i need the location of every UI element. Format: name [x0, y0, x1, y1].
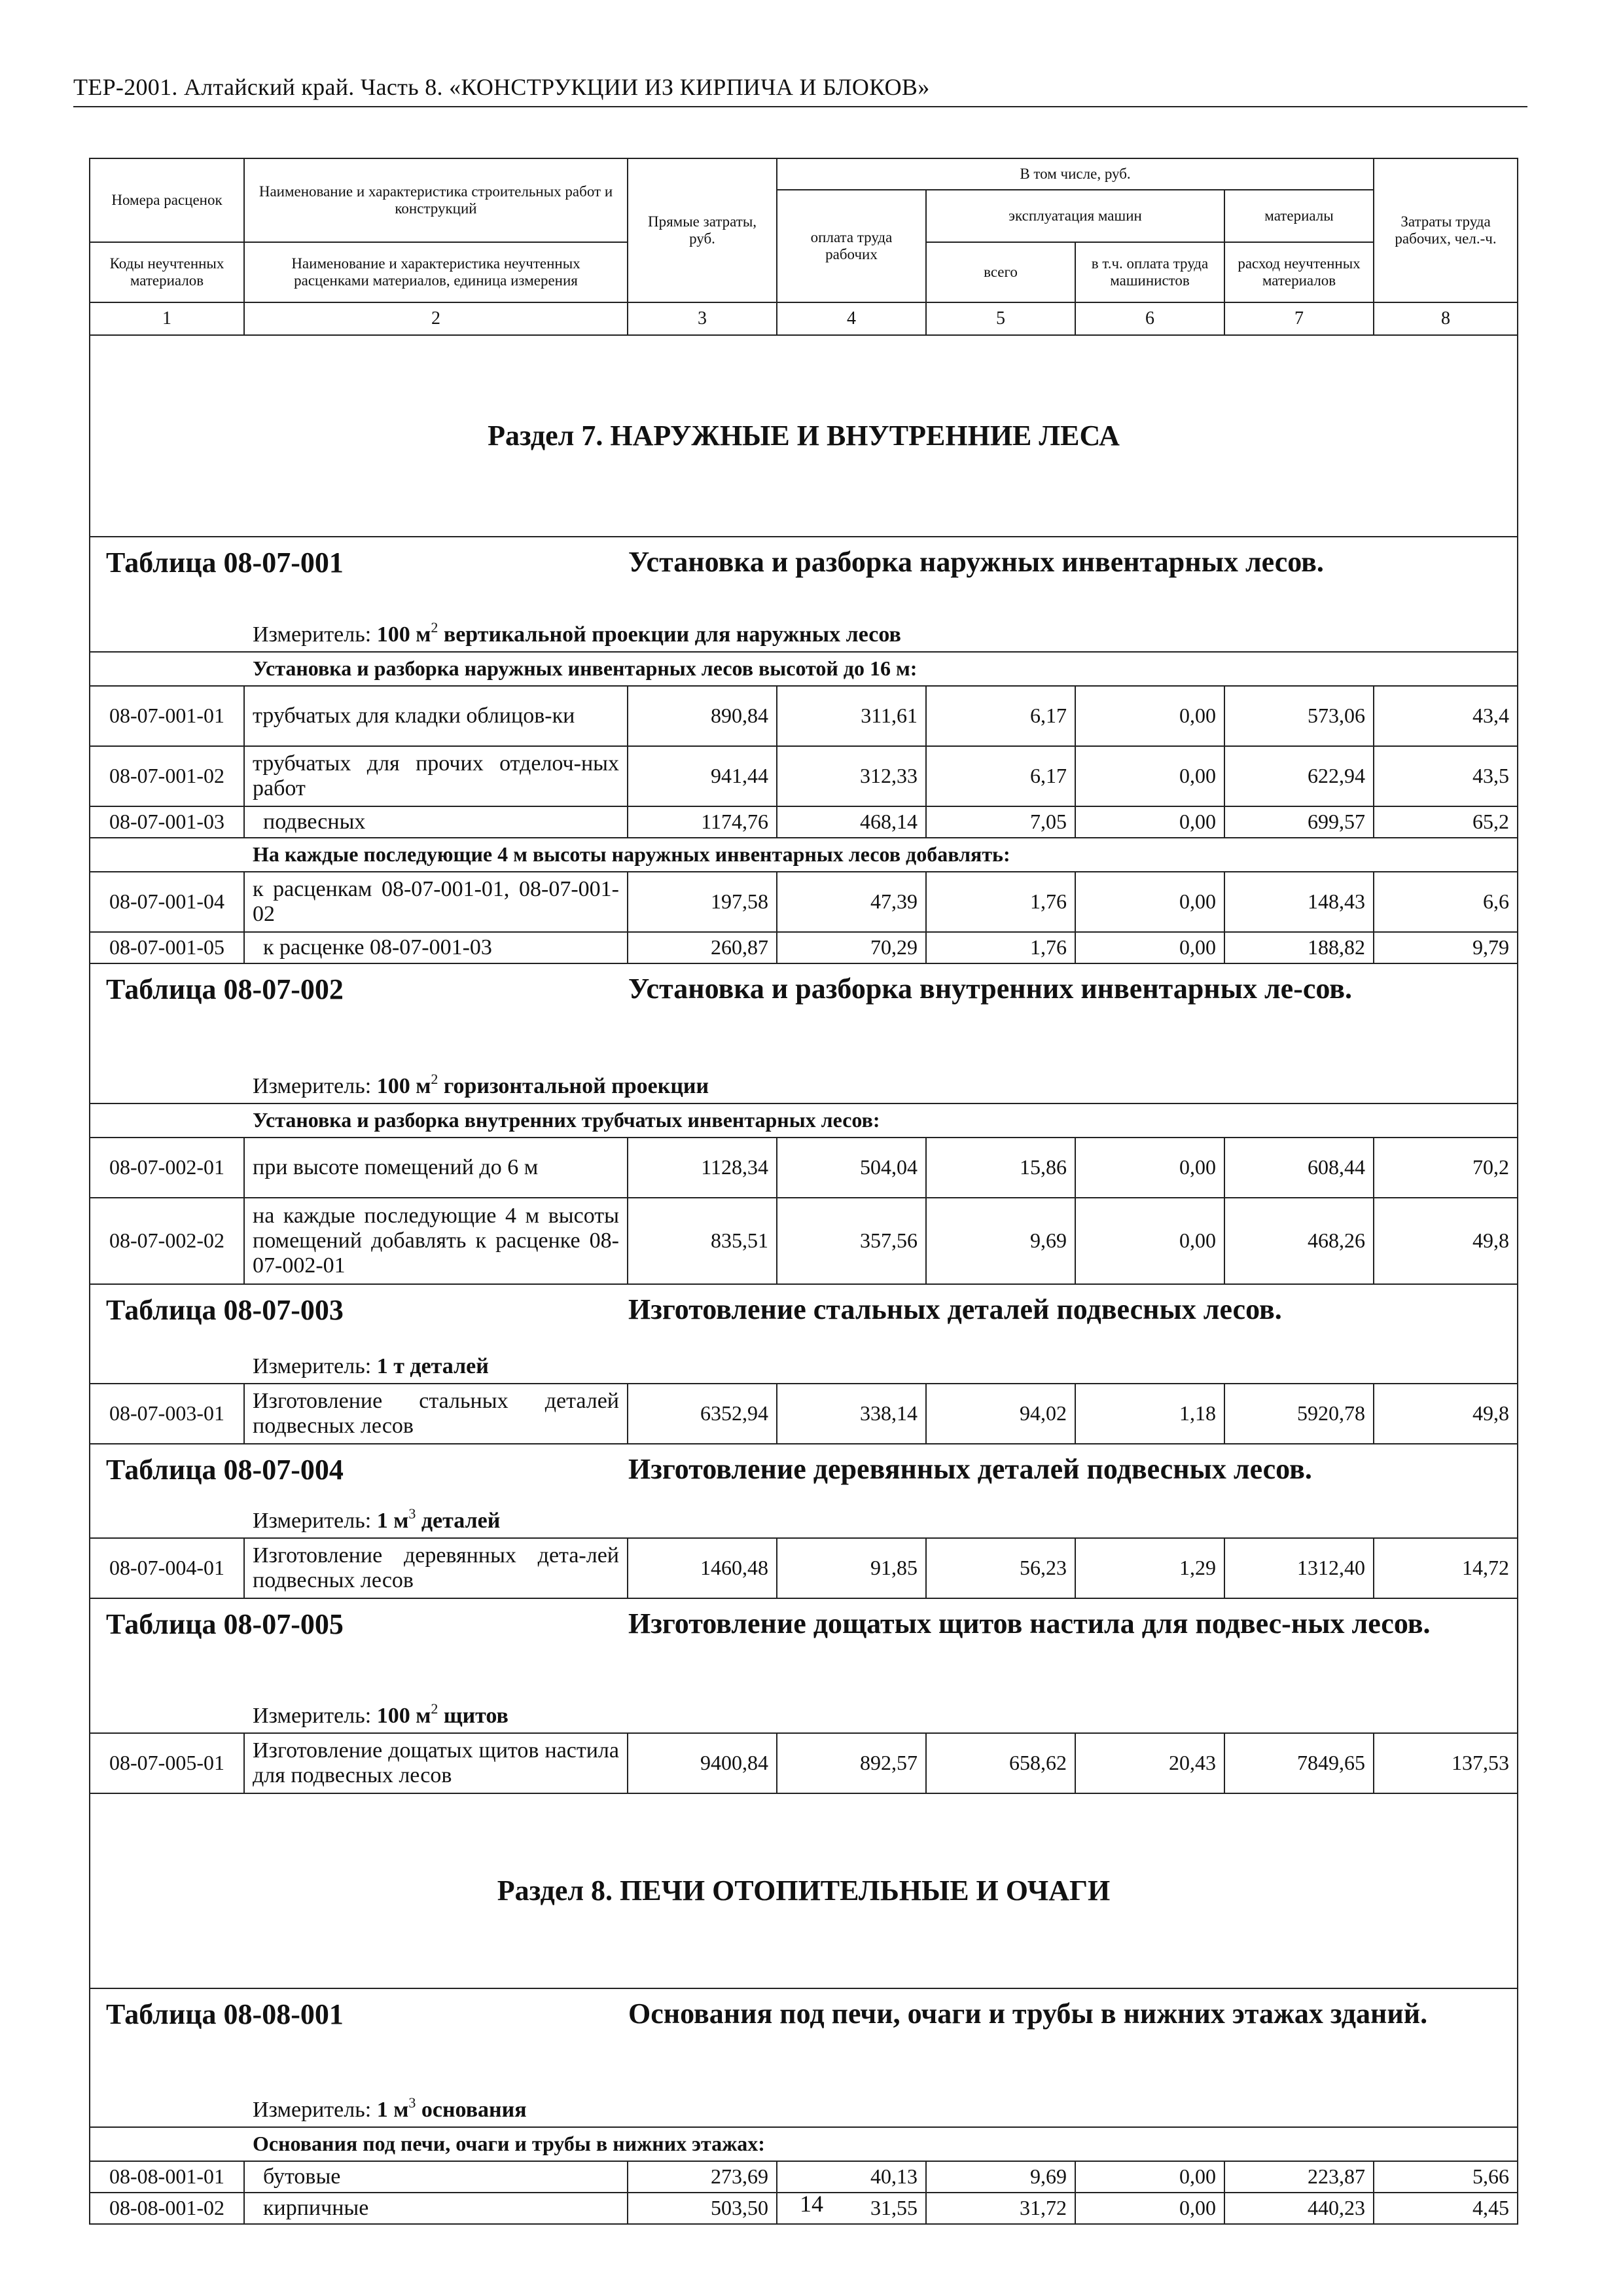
machinist-labor-cost: 20,43	[1075, 1733, 1224, 1793]
unit-exponent: 2	[431, 1700, 438, 1717]
direct-cost: 197,58	[628, 872, 777, 932]
col2-bottom-header: Наименование и характеристика неучтенных расценками материалов, единица измерения	[244, 242, 628, 302]
labor-hours: 43,4	[1374, 686, 1518, 746]
machinist-labor-cost: 0,00	[1075, 2161, 1224, 2193]
unit-prefix: Измеритель:	[253, 1073, 372, 1098]
column-number: 4	[777, 302, 926, 335]
unit-prefix: Измеритель:	[253, 1703, 372, 1728]
work-name: бутовые	[244, 2161, 628, 2193]
materials-header: материалы	[1224, 190, 1374, 242]
table-unit	[253, 1700, 508, 1729]
rate-code: 08-07-002-01	[90, 1138, 244, 1198]
work-name: к расценке 08-07-001-03	[244, 932, 628, 963]
machine-cost: 15,86	[926, 1138, 1075, 1198]
col7-header: расход неучтенных материалов	[1224, 242, 1374, 302]
table-row	[90, 686, 1518, 746]
col8-header: Затраты труда рабочих, чел.-ч.	[1374, 158, 1518, 302]
table-row	[90, 872, 1518, 932]
table-row	[90, 932, 1518, 963]
table-number: Таблица 08-07-001	[106, 547, 344, 579]
table-title: Изготовление деревянных деталей подвесных лесов.	[628, 1453, 1312, 1485]
labor-cost: 468,14	[777, 806, 926, 838]
labor-cost: 31,55	[777, 2193, 926, 2224]
labor-hours: 65,2	[1374, 806, 1518, 838]
table-row	[90, 1733, 1518, 1793]
labor-hours: 137,53	[1374, 1733, 1518, 1793]
unit-value: 100 м	[376, 622, 431, 647]
machines-header: эксплуатация машин	[926, 190, 1224, 242]
unit-description: вертикальной проекции для наружных лесов	[443, 622, 901, 647]
machinist-labor-cost: 0,00	[1075, 1138, 1224, 1198]
work-name: подвесных	[244, 806, 628, 838]
header-rule	[73, 106, 1527, 107]
unit-value: 1 м	[376, 1508, 409, 1533]
machine-cost: 9,69	[926, 1198, 1075, 1284]
machinist-labor-cost: 0,00	[1075, 1198, 1224, 1284]
rate-code: 08-07-001-02	[90, 746, 244, 806]
section-title: Раздел 7. НАРУЖНЫЕ И ВНУТРЕННИЕ ЛЕСА	[90, 335, 1518, 537]
direct-cost: 503,50	[628, 2193, 777, 2224]
labor-hours: 6,6	[1374, 872, 1518, 932]
rate-code: 08-07-005-01	[90, 1733, 244, 1793]
rate-code: 08-07-003-01	[90, 1384, 244, 1444]
labor-hours: 43,5	[1374, 746, 1518, 806]
col5-header: всего	[926, 242, 1075, 302]
col6-header: в т.ч. оплата труда машинистов	[1075, 242, 1224, 302]
column-number: 8	[1374, 302, 1518, 335]
table-header-block	[90, 537, 1518, 652]
machine-cost: 6,17	[926, 686, 1075, 746]
table-number: Таблица 08-07-002	[106, 973, 344, 1005]
col1-top-header: Номера расценок	[90, 158, 244, 242]
unit-exponent: 2	[431, 1070, 438, 1087]
direct-cost: 1128,34	[628, 1138, 777, 1198]
machine-cost: 6,17	[926, 746, 1075, 806]
machine-cost: 658,62	[926, 1733, 1075, 1793]
labor-hours: 49,8	[1374, 1198, 1518, 1284]
unit-prefix: Измеритель:	[253, 2097, 372, 2122]
table-row	[90, 1538, 1518, 1598]
table-title: Основания под печи, очаги и трубы в нижних этажах зданий.	[628, 1998, 1428, 2030]
work-name: трубчатых для кладки облицов-ки	[244, 686, 628, 746]
table-header-block	[90, 963, 1518, 1103]
machinist-labor-cost: 0,00	[1075, 932, 1224, 963]
work-name: трубчатых для прочих отделоч-ных работ	[244, 746, 628, 806]
labor-hours: 49,8	[1374, 1384, 1518, 1444]
direct-cost: 835,51	[628, 1198, 777, 1284]
unit-prefix: Измеритель:	[253, 1354, 372, 1378]
work-name: кирпичные	[244, 2193, 628, 2224]
unit-exponent: 2	[431, 619, 438, 636]
materials-cost: 188,82	[1224, 932, 1374, 963]
table-row	[90, 2161, 1518, 2193]
col1-bottom-header: Коды неучтенных материалов	[90, 242, 244, 302]
materials-cost: 608,44	[1224, 1138, 1374, 1198]
machinist-labor-cost: 0,00	[1075, 746, 1224, 806]
column-number: 7	[1224, 302, 1374, 335]
work-name: Изготовление дощатых щитов настила для подвесных лесов	[244, 1733, 628, 1793]
machinist-labor-cost: 0,00	[1075, 686, 1224, 746]
rate-code: 08-07-001-05	[90, 932, 244, 963]
work-name: к расценкам 08-07-001-01, 08-07-001-02	[244, 872, 628, 932]
page-number: 14	[800, 2191, 823, 2217]
table-unit	[253, 1070, 709, 1099]
machinist-labor-cost: 0,00	[1075, 2193, 1224, 2224]
group-heading: На каждые последующие 4 м высоты наружных инвентарных лесов добавлять:	[90, 838, 1518, 872]
labor-cost: 338,14	[777, 1384, 926, 1444]
table-unit	[253, 1354, 489, 1379]
table-header-block	[90, 1598, 1518, 1733]
column-number: 3	[628, 302, 777, 335]
materials-cost: 468,26	[1224, 1198, 1374, 1284]
table-row	[90, 806, 1518, 838]
work-name: при высоте помещений до 6 м	[244, 1138, 628, 1198]
group-heading: Основания под печи, очаги и трубы в нижних этажах:	[90, 2127, 1518, 2161]
group-heading: Установка и разборка наружных инвентарных лесов высотой до 16 м:	[90, 652, 1518, 686]
unit-value: 100 м	[376, 1073, 431, 1098]
unit-exponent: 3	[408, 1505, 416, 1522]
labor-hours: 5,66	[1374, 2161, 1518, 2193]
running-head: ТЕР-2001. Алтайский край. Часть 8. «КОНСТРУКЦИИ ИЗ КИРПИЧА И БЛОКОВ»	[73, 74, 930, 100]
table-title: Установка и разборка наружных инвентарных лесов.	[628, 546, 1324, 578]
column-number: 6	[1075, 302, 1224, 335]
rate-code: 08-07-004-01	[90, 1538, 244, 1598]
machine-cost: 7,05	[926, 806, 1075, 838]
machine-cost: 1,76	[926, 932, 1075, 963]
table-number: Таблица 08-08-001	[106, 1998, 344, 2030]
rate-code: 08-07-001-04	[90, 872, 244, 932]
labor-cost: 357,56	[777, 1198, 926, 1284]
direct-cost: 6352,94	[628, 1384, 777, 1444]
table-row	[90, 746, 1518, 806]
labor-cost: 70,29	[777, 932, 926, 963]
rate-code: 08-07-001-03	[90, 806, 244, 838]
machine-cost: 1,76	[926, 872, 1075, 932]
column-number: 2	[244, 302, 628, 335]
table-header-block	[90, 1988, 1518, 2127]
table-title: Изготовление стальных деталей подвесных лесов.	[628, 1293, 1282, 1325]
col2-top-header: Наименование и характеристика строительных работ и конструкций	[244, 158, 628, 242]
group-heading: Установка и разборка внутренних трубчатых инвентарных лесов:	[90, 1103, 1518, 1138]
labor-hours: 14,72	[1374, 1538, 1518, 1598]
labor-cost: 91,85	[777, 1538, 926, 1598]
materials-cost: 1312,40	[1224, 1538, 1374, 1598]
rate-code: 08-07-001-01	[90, 686, 244, 746]
labor-cost: 40,13	[777, 2161, 926, 2193]
table-number: Таблица 08-07-004	[106, 1454, 344, 1486]
machine-cost: 56,23	[926, 1538, 1075, 1598]
direct-cost: 1460,48	[628, 1538, 777, 1598]
table-row	[90, 1198, 1518, 1284]
table-unit	[253, 619, 901, 647]
machine-cost: 9,69	[926, 2161, 1075, 2193]
labor-cost: 892,57	[777, 1733, 926, 1793]
machinist-labor-cost: 0,00	[1075, 872, 1224, 932]
machine-cost: 31,72	[926, 2193, 1075, 2224]
labor-hours: 70,2	[1374, 1138, 1518, 1198]
materials-cost: 440,23	[1224, 2193, 1374, 2224]
column-number: 5	[926, 302, 1075, 335]
direct-cost: 1174,76	[628, 806, 777, 838]
machinist-labor-cost: 0,00	[1075, 806, 1224, 838]
materials-cost: 7849,65	[1224, 1733, 1374, 1793]
work-name: Изготовление деревянных дета-лей подвесных лесов	[244, 1538, 628, 1598]
direct-cost: 273,69	[628, 2161, 777, 2193]
machinist-labor-cost: 1,18	[1075, 1384, 1224, 1444]
table-title: Установка и разборка внутренних инвентарных ле-сов.	[628, 973, 1353, 1005]
table-row	[90, 1384, 1518, 1444]
labor-cost: 312,33	[777, 746, 926, 806]
unit-description: деталей	[421, 1508, 501, 1533]
labor-hours: 4,45	[1374, 2193, 1518, 2224]
unit-description: щитов	[443, 1703, 508, 1728]
machine-cost: 94,02	[926, 1384, 1075, 1444]
table-number: Таблица 08-07-003	[106, 1294, 344, 1326]
direct-cost: 941,44	[628, 746, 777, 806]
materials-cost: 622,94	[1224, 746, 1374, 806]
price-table	[89, 158, 1518, 2225]
work-name: на каждые последующие 4 м высоты помещений добавлять к расценке 08-07-002-01	[244, 1198, 628, 1284]
labor-cost: 311,61	[777, 686, 926, 746]
work-name: Изготовление стальных деталей подвесных лесов	[244, 1384, 628, 1444]
unit-description: основания	[421, 2097, 527, 2122]
col4-header: оплата труда рабочих	[777, 190, 926, 302]
unit-description: горизонтальной проекции	[443, 1073, 709, 1098]
table-number: Таблица 08-07-005	[106, 1608, 344, 1640]
table-unit	[253, 1505, 501, 1534]
unit-value: 100 м	[376, 1703, 431, 1728]
table-unit	[253, 2094, 527, 2123]
table-header-block	[90, 1444, 1518, 1538]
rate-code: 08-08-001-02	[90, 2193, 244, 2224]
unit-prefix: Измеритель:	[253, 622, 372, 647]
labor-hours: 9,79	[1374, 932, 1518, 963]
table-header-block	[90, 1284, 1518, 1384]
labor-cost: 504,04	[777, 1138, 926, 1198]
table-row	[90, 1138, 1518, 1198]
rate-code: 08-07-002-02	[90, 1198, 244, 1284]
unit-value: 1 т деталей	[376, 1354, 489, 1378]
direct-cost: 260,87	[628, 932, 777, 963]
unit-prefix: Измеритель:	[253, 1508, 372, 1533]
column-number: 1	[90, 302, 244, 335]
materials-cost: 148,43	[1224, 872, 1374, 932]
col3-header: Прямые затраты, руб.	[628, 158, 777, 302]
machinist-labor-cost: 1,29	[1075, 1538, 1224, 1598]
materials-cost: 573,06	[1224, 686, 1374, 746]
incl-header: В том числе, руб.	[777, 158, 1374, 190]
labor-cost: 47,39	[777, 872, 926, 932]
materials-cost: 5920,78	[1224, 1384, 1374, 1444]
direct-cost: 9400,84	[628, 1733, 777, 1793]
materials-cost: 223,87	[1224, 2161, 1374, 2193]
section-title: Раздел 8. ПЕЧИ ОТОПИТЕЛЬНЫЕ И ОЧАГИ	[90, 1793, 1518, 1988]
table-title: Изготовление дощатых щитов настила для подвес-ных лесов.	[628, 1607, 1431, 1640]
unit-exponent: 3	[408, 2094, 416, 2111]
direct-cost: 890,84	[628, 686, 777, 746]
materials-cost: 699,57	[1224, 806, 1374, 838]
rate-code: 08-08-001-01	[90, 2161, 244, 2193]
unit-value: 1 м	[376, 2097, 409, 2122]
